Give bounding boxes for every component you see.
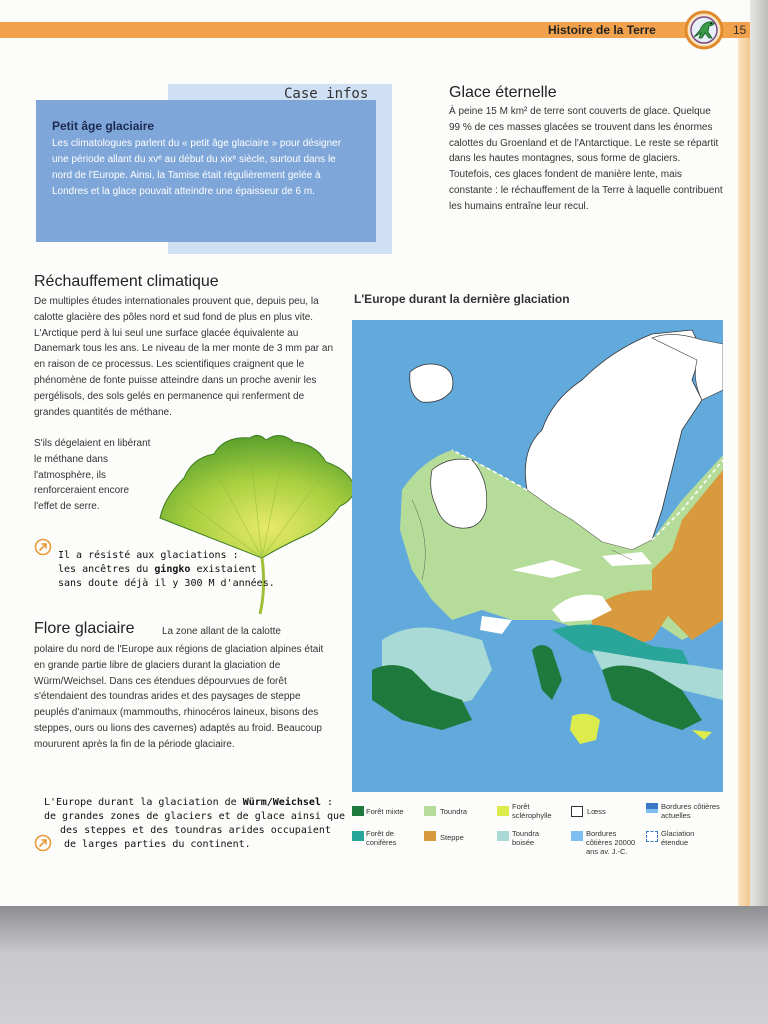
legend-swatch-bordures-20000 <box>571 831 583 841</box>
right-margin-stripe <box>738 38 750 906</box>
flore-heading: Flore glaciaire <box>34 620 135 637</box>
legend-swatch-foret-mixte <box>352 806 364 816</box>
legend-swatch-toundra-boisee <box>497 831 509 841</box>
legend-label: Bordures côtières 20000 ans av. J.-C. <box>586 829 636 856</box>
legend-label: Forêt sclérophylle <box>512 802 552 820</box>
legend-swatch-foret-sclerophylle <box>497 806 509 816</box>
legend-label: Bordures côtières actuelles <box>661 802 720 820</box>
legend-swatch-glaciation <box>646 831 658 842</box>
header-title: Histoire de la Terre <box>548 23 656 37</box>
rechauffement-heading: Réchauffement climatique <box>34 273 219 290</box>
flore-paragraph: polaire du nord de l'Europe aux régions de glaciation alpines était en grande partie libre de glaciers durant la glaciation de Würm/Weichsel. Dans ces étendues dépourvues de forêt s'étendaient des toundras arides et des paysages de steppe peuplés d'animaux (mammouths, rhinocéros laineux, bisons des steppes, ours ou lions des cavernes) adaptés au froid. Beaucoup moururent après la fin de la période glaciaire. <box>34 644 324 750</box>
glace-heading: Glace éternelle <box>449 84 557 101</box>
dinosaur-logo-icon <box>684 10 724 50</box>
legend-swatch-steppe <box>424 831 436 841</box>
infobox-title: Petit âge glaciaire <box>52 119 155 133</box>
scanner-background <box>0 906 768 1024</box>
map-title: L'Europe durant la dernière glaciation <box>354 292 570 306</box>
europe-glaciation-map <box>352 320 723 792</box>
legend-swatch-foret-coniferes <box>352 831 364 841</box>
legend-label: Lœss <box>587 807 606 816</box>
legend-label: Toundra <box>440 807 468 816</box>
infobox-text: Les climatologues parlent du « petit âge glaciaire » pour désigner une période allant du xvᵉ au début du xixᵉ siècle, surtout dans le nord de l'Europe. Ainsi, la Tamise était régulièrement gelée à Londres et la glace pouvait atteindre une épaisseur de 6 m. <box>52 138 342 197</box>
gingko-caption: Il a résisté aux glaciations : les ancêtres du gingko existaient sans doute déjà il y 300 M d'années. <box>58 550 275 589</box>
glace-paragraph: À peine 15 M km² de terre sont couverts de glace. Quelque 99 % de ces masses glacées se trouvent dans les énormes calottes du Groenland et de l'Antarctique. Le reste se répartit dans les hautes montagnes, sous forme de glaciers. Toutefois, ces glaces fondent de manière lente, mais constante : le réchauffement de la Terre à laquelle contribuent les humains entraîne leur recul. <box>449 106 723 212</box>
legend-swatch-bordures-actuelles <box>646 803 658 813</box>
rechauffement-paragraph: De multiples études internationales prouvent que, depuis peu, la calotte glacière des pôles nord et sud fond de plus en plus vite. L'Arctique perd à lui seul une surface glacée équivalente au Danemark tous les ans. Le niveau de la mer monte de 3 mm par an en raison de ce processus. Les scientifiques craignent que le phénomène de fonte puisse atteindre dans un proche avenir les pergélisols, des sols gelés en permanence qui renferment de grandes quantités de méthane. <box>34 296 334 418</box>
arrow-circle-icon <box>34 538 52 556</box>
rechauffement-paragraph-end: S'ils dégelaient en libérant le méthane dans l'atmosphère, ils renforceraient encore l'effet de serre. <box>34 438 151 513</box>
map-caption: L'Europe durant la glaciation de Würm/Weichsel : de grandes zones de glaciers et de glace ainsi que des steppes et des toundras arides occupaient de larges parties du continent. <box>44 797 346 850</box>
legend-label: Toundra boisée <box>512 829 540 847</box>
legend-label: Forêt mixte <box>366 807 404 816</box>
legend-swatch-toundra <box>424 806 436 816</box>
page-number: 15 <box>733 23 747 37</box>
legend-swatch-loess <box>571 806 583 817</box>
infobox-label: Case infos <box>284 86 369 102</box>
page-edge <box>750 0 768 906</box>
legend-label: Steppe <box>440 833 464 842</box>
legend-label: Glaciation étendue <box>661 829 695 847</box>
legend-label: Forêt de conifères <box>366 829 397 847</box>
flore-first-line: La zone allant de la calotte <box>162 626 281 637</box>
